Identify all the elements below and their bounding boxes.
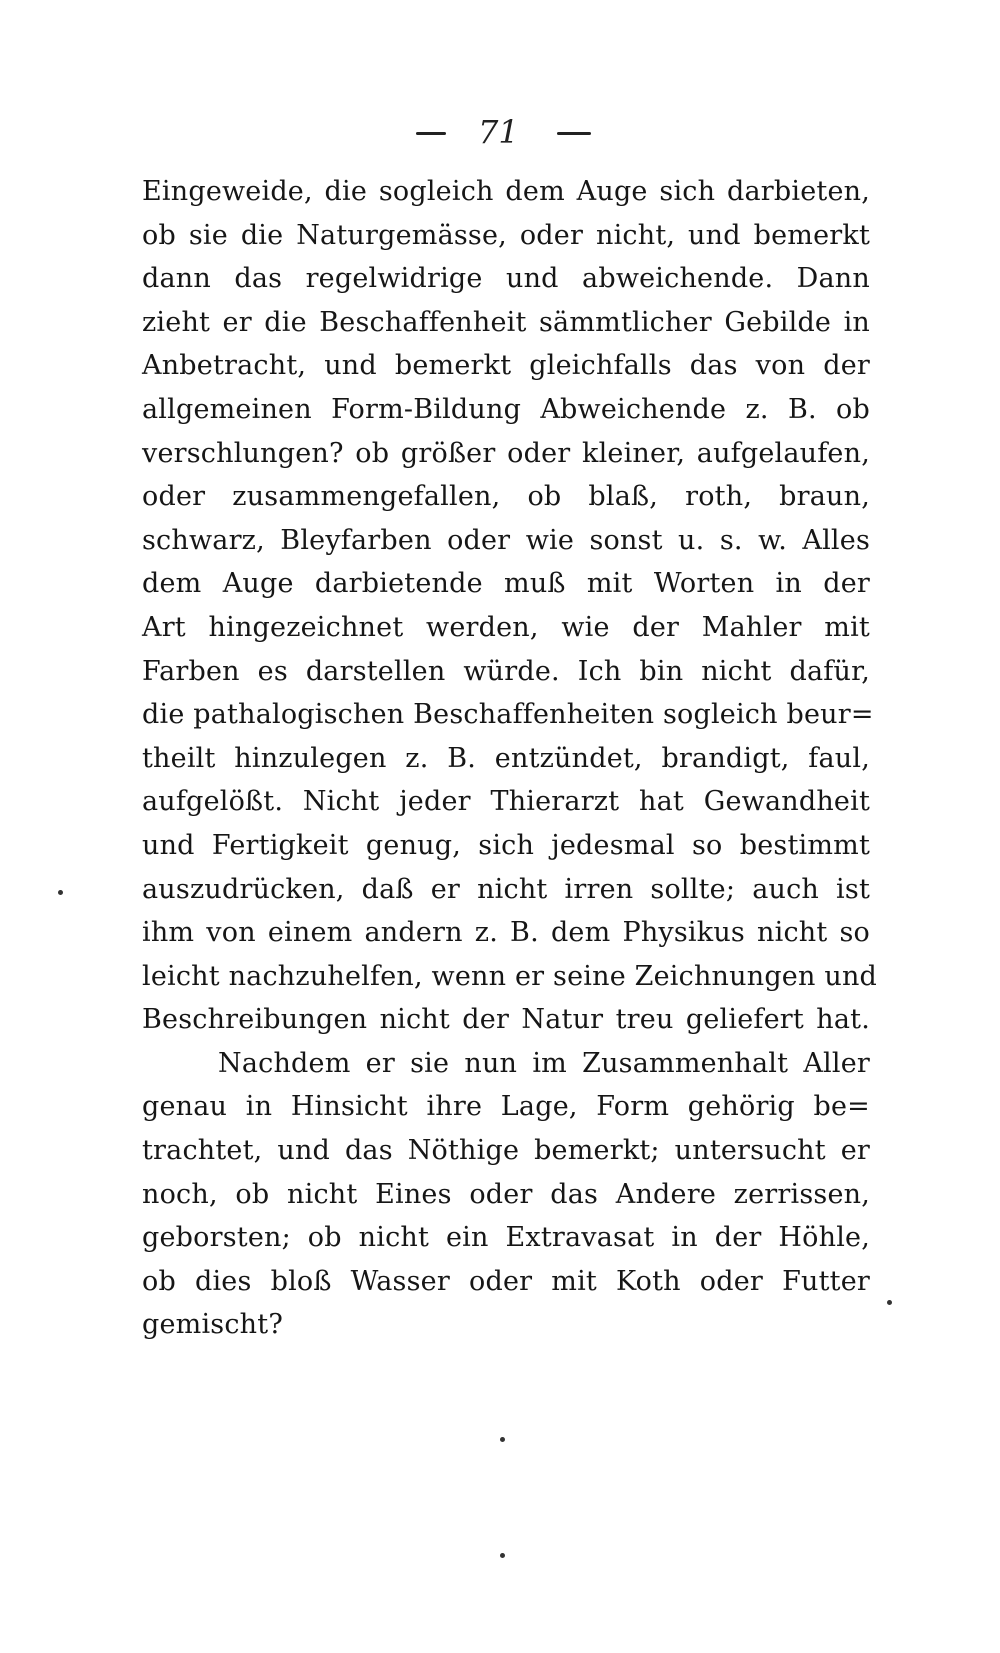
- text-line: Art hingezeichnet werden, wie der Mahler mit: [142, 611, 870, 643]
- text-line: oder zusammengefallen, ob blaß, roth, braun,: [142, 481, 870, 513]
- text-line: und Fertigkeit genug, sich jedesmal so bestimmt: [142, 829, 870, 861]
- text-line: Eingeweide, die sogleich dem Auge sich darbieten,: [142, 176, 870, 207]
- page-header: [0, 112, 1000, 152]
- ink-speck: [500, 1437, 505, 1442]
- text-line: allgemeinen Form-Bildung Abweichende z. B. ob: [142, 393, 870, 425]
- header-dash-right: [557, 132, 591, 135]
- text-line: Farben es darstellen würde. Ich bin nicht dafür,: [142, 655, 870, 687]
- text-line: dem Auge darbietende muß mit Worten in der: [142, 568, 870, 600]
- text-line: die pathalogischen Beschaffenheiten sogleich beur=: [142, 699, 874, 731]
- ink-speck: [58, 890, 63, 895]
- text-line: verschlungen? ob größer oder kleiner, aufgelaufen,: [142, 437, 870, 469]
- text-line: aufgelößt. Nicht jeder Thierarzt hat Gewandheit: [142, 786, 870, 818]
- text-line: dann das regelwidrige und abweichende. Dann: [142, 263, 870, 295]
- text-line: ob sie die Naturgemässe, oder nicht, und bemerkt: [142, 219, 870, 251]
- text-line: Anbetracht, und bemerkt gleichfalls das von der: [142, 350, 870, 382]
- text-line: leicht nachzuhelfen, wenn er seine Zeichnungen und: [142, 960, 878, 992]
- ink-speck: [500, 1553, 505, 1558]
- text-line: geborsten; ob nicht ein Extravasat in der Höhle,: [142, 1222, 870, 1254]
- ink-speck: [887, 1300, 892, 1305]
- header-dash-left: [416, 132, 446, 135]
- text-line: genau in Hinsicht ihre Lage, Form gehörig be=: [142, 1091, 870, 1123]
- page-number: 71: [478, 113, 519, 151]
- text-line: trachtet, und das Nöthige bemerkt; untersucht er: [142, 1135, 870, 1167]
- text-line: zieht er die Beschaffenheit sämmtlicher Gebilde in: [142, 306, 870, 338]
- body-text: [142, 170, 878, 1347]
- text-line: theilt hinzulegen z. B. entzündet, brandigt, faul,: [142, 742, 870, 774]
- paragraph-first-line: Nachdem er sie nun im Zusammenhalt Aller: [218, 1047, 870, 1079]
- text-line: ob dies bloß Wasser oder mit Koth oder Futter: [142, 1265, 870, 1297]
- text-line: schwarz, Bleyfarben oder wie sonst u. s. w. Alles: [142, 524, 870, 556]
- text-line: Beschreibungen nicht der Natur treu geliefert hat.: [142, 1004, 870, 1036]
- text-line-last: gemischt?: [142, 1309, 283, 1341]
- text-line: auszudrücken, daß er nicht irren sollte; auch ist: [142, 873, 870, 905]
- text-line: noch, ob nicht Eines oder das Andere zerrissen,: [142, 1178, 870, 1210]
- text-line: ihm von einem andern z. B. dem Physikus nicht so: [142, 917, 870, 949]
